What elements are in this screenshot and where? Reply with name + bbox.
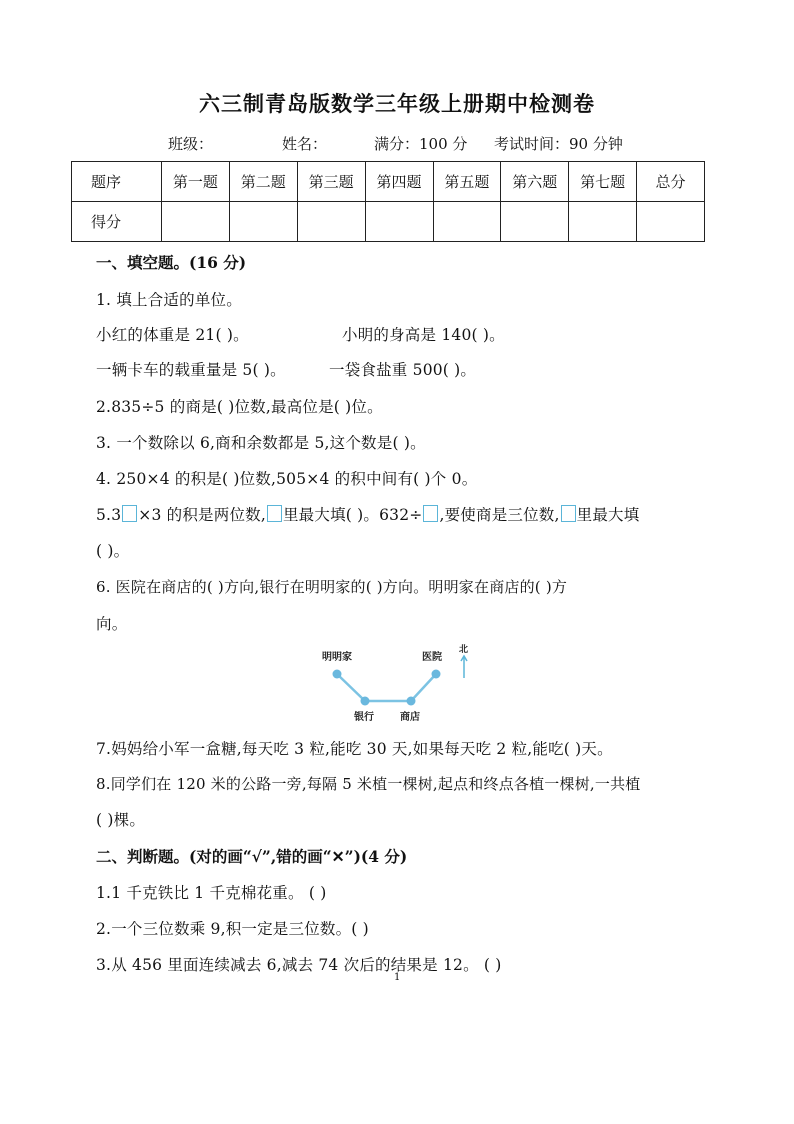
question-1c: 一辆卡车的载重量是 5( )。 xyxy=(96,361,286,379)
map-label-store: 商店 xyxy=(400,712,420,723)
score-cell[interactable] xyxy=(162,202,230,242)
blank-box[interactable] xyxy=(423,505,438,522)
page-title: 六三制青岛版数学三年级上册期中检测卷 xyxy=(199,91,595,116)
blank-box[interactable] xyxy=(267,505,282,522)
question-5-part: 里最大填( )。632÷ xyxy=(282,506,423,524)
question-5-part: ,要使商是三位数, xyxy=(439,506,560,524)
section2-heading: 二、判断题。(对的画“√”,错的画“✕”)(4 分) xyxy=(96,847,408,866)
score-cell[interactable] xyxy=(365,202,433,242)
table-header-cell: 第六题 xyxy=(501,162,569,202)
table-header-cell: 第三题 xyxy=(297,162,365,202)
table-header-cell: 第五题 xyxy=(433,162,501,202)
question-5-continued: ( )。 xyxy=(96,542,130,560)
question-1d: 一袋食盐重 500( )。 xyxy=(329,361,477,379)
question-1b: 小明的身高是 140( )。 xyxy=(342,326,505,344)
exam-time-text: 考试时间：90 分钟 xyxy=(494,135,623,153)
name-label: 姓名： xyxy=(282,135,328,153)
score-table xyxy=(71,161,705,242)
question-4: 4. 250×4 的积是( )位数,505×4 的积中间有( )个 0。 xyxy=(96,470,478,488)
section1-heading: 一、填空题。(16 分) xyxy=(96,253,247,272)
score-cell[interactable] xyxy=(229,202,297,242)
judge-question-3: 3.从 456 里面连续减去 6,减去 74 次后的结果是 12。 ( ) xyxy=(96,956,502,974)
table-header-cell: 第一题 xyxy=(162,162,230,202)
question-3: 3. 一个数除以 6,商和余数都是 5,这个数是( )。 xyxy=(96,434,426,452)
question-1: 1. 填上合适的单位。 xyxy=(96,291,242,309)
score-cell[interactable] xyxy=(569,202,637,242)
hospital-dot xyxy=(432,670,441,679)
map-label-bank: 银行 xyxy=(354,712,374,723)
map-label-hospital: 医院 xyxy=(422,652,442,663)
table-header-cell: 第四题 xyxy=(365,162,433,202)
score-cell[interactable] xyxy=(433,202,501,242)
page-number: 1 xyxy=(394,972,401,983)
table-header-cell: 题序 xyxy=(72,162,162,202)
question-5-part: 里最大填 xyxy=(576,506,640,524)
score-cell[interactable] xyxy=(501,202,569,242)
score-cell[interactable] xyxy=(637,202,705,242)
score-table-score-row xyxy=(72,202,705,242)
question-7: 7.妈妈给小军一盒糖,每天吃 3 粒,能吃 30 天,如果每天吃 2 粒,能吃( )天。 xyxy=(96,740,613,758)
score-row-label: 得分 xyxy=(72,202,162,242)
question-1a: 小红的体重是 21( )。 xyxy=(96,326,249,344)
question-5 xyxy=(96,503,639,525)
direction-map xyxy=(318,640,488,730)
judge-question-2: 2.一个三位数乘 9,积一定是三位数。( ) xyxy=(96,920,369,938)
question-8: 8.同学们在 120 米的公路一旁,每隔 5 米植一棵树,起点和终点各植一棵树,一共植 xyxy=(96,775,641,793)
judge-question-1: 1.1 千克铁比 1 千克棉花重。 ( ) xyxy=(96,884,327,902)
question-6: 6. 医院在商店的( )方向,银行在明明家的( )方向。明明家在商店的( )方 xyxy=(96,578,568,596)
score-table-header-row xyxy=(72,162,705,202)
route-line xyxy=(337,674,436,701)
question-5-part: 5.3 xyxy=(96,506,122,524)
bank-dot xyxy=(361,697,370,706)
blank-box[interactable] xyxy=(561,505,576,522)
blank-box[interactable] xyxy=(122,505,137,522)
map-label-home: 明明家 xyxy=(322,652,352,663)
store-dot xyxy=(407,697,416,706)
map-label-north: 北 xyxy=(459,645,469,655)
table-header-cell: 第二题 xyxy=(229,162,297,202)
question-8-continued: ( )棵。 xyxy=(96,811,146,829)
home-dot xyxy=(333,670,342,679)
question-2: 2.835÷5 的商是( )位数,最高位是( )位。 xyxy=(96,398,383,416)
full-score-text: 满分：100 分 xyxy=(374,135,468,153)
class-label: 班级： xyxy=(168,135,214,153)
table-header-cell: 总分 xyxy=(637,162,705,202)
score-cell[interactable] xyxy=(297,202,365,242)
table-header-cell: 第七题 xyxy=(569,162,637,202)
question-6-continued: 向。 xyxy=(96,615,128,633)
question-5-part: ×3 的积是两位数, xyxy=(138,506,266,524)
